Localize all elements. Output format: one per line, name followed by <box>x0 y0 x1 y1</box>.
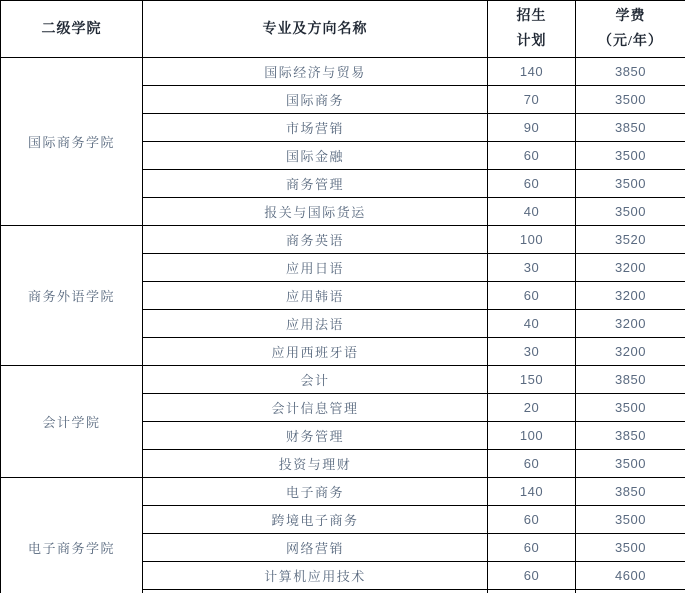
major-cell: 市场营销 <box>143 114 488 142</box>
table-row <box>1 58 685 86</box>
table-row <box>1 478 685 506</box>
plan-cell: 60 <box>488 562 576 590</box>
table-row <box>1 226 685 254</box>
fee-cell <box>576 590 685 593</box>
fee-cell: 3500 <box>576 534 685 562</box>
fee-cell: 3850 <box>576 478 685 506</box>
header-fee <box>576 1 685 58</box>
major-cell: 商务管理 <box>143 170 488 198</box>
fee-cell: 3850 <box>576 114 685 142</box>
plan-cell: 40 <box>488 198 576 226</box>
college-cell: 商务外语学院 <box>1 226 143 366</box>
fee-cell: 3500 <box>576 142 685 170</box>
plan-cell: 40 <box>488 310 576 338</box>
header-fee-line2: （元/年） <box>598 34 663 49</box>
plan-cell: 100 <box>488 226 576 254</box>
major-cell: 应用日语 <box>143 254 488 282</box>
fee-cell: 3850 <box>576 366 685 394</box>
major-cell: 跨境电子商务 <box>143 506 488 534</box>
plan-cell <box>488 590 576 593</box>
major-cell: 国际金融 <box>143 142 488 170</box>
header-plan-line1: 招生 <box>516 9 547 24</box>
major-cell: 国际经济与贸易 <box>143 58 488 86</box>
plan-cell: 30 <box>488 338 576 366</box>
plan-cell: 60 <box>488 506 576 534</box>
table-row <box>1 366 685 394</box>
college-cell: 国际商务学院 <box>1 58 143 226</box>
fee-cell: 3500 <box>576 450 685 478</box>
header-major-label: 专业及方向名称 <box>262 21 368 37</box>
major-cell: 报关与国际货运 <box>143 198 488 226</box>
header-fee-line1: 学费 <box>615 9 646 24</box>
plan-cell: 60 <box>488 282 576 310</box>
major-cell <box>143 590 488 593</box>
major-cell: 应用法语 <box>143 310 488 338</box>
college-cell: 会计学院 <box>1 366 143 478</box>
plan-cell: 150 <box>488 366 576 394</box>
major-cell: 计算机应用技术 <box>143 562 488 590</box>
major-cell: 应用西班牙语 <box>143 338 488 366</box>
major-cell: 电子商务 <box>143 478 488 506</box>
plan-cell: 60 <box>488 534 576 562</box>
fee-cell: 3200 <box>576 254 685 282</box>
major-cell: 会计信息管理 <box>143 394 488 422</box>
major-cell: 投资与理财 <box>143 450 488 478</box>
fee-cell: 3500 <box>576 394 685 422</box>
college-cell: 电子商务学院 <box>1 478 143 593</box>
fee-cell: 3200 <box>576 310 685 338</box>
major-cell: 应用韩语 <box>143 282 488 310</box>
fee-cell: 3850 <box>576 58 685 86</box>
plan-cell: 90 <box>488 114 576 142</box>
plan-cell: 140 <box>488 58 576 86</box>
header-college-label: 二级学院 <box>41 21 102 37</box>
plan-cell: 30 <box>488 254 576 282</box>
fee-cell: 3200 <box>576 282 685 310</box>
plan-cell: 60 <box>488 450 576 478</box>
fee-cell: 3520 <box>576 226 685 254</box>
header-plan <box>488 1 576 58</box>
header-major <box>143 1 488 58</box>
fee-cell: 4600 <box>576 562 685 590</box>
fee-cell: 3500 <box>576 506 685 534</box>
major-cell: 财务管理 <box>143 422 488 450</box>
major-cell: 会计 <box>143 366 488 394</box>
fee-cell: 3500 <box>576 170 685 198</box>
plan-cell: 60 <box>488 170 576 198</box>
major-cell: 国际商务 <box>143 86 488 114</box>
plan-cell: 140 <box>488 478 576 506</box>
plan-cell: 70 <box>488 86 576 114</box>
fee-cell: 3850 <box>576 422 685 450</box>
major-cell: 商务英语 <box>143 226 488 254</box>
plan-cell: 60 <box>488 142 576 170</box>
plan-cell: 100 <box>488 422 576 450</box>
header-plan-line2: 计划 <box>516 34 547 49</box>
fee-cell: 3500 <box>576 198 685 226</box>
fee-cell: 3200 <box>576 338 685 366</box>
major-cell: 网络营销 <box>143 534 488 562</box>
plan-cell: 20 <box>488 394 576 422</box>
header-college <box>1 1 143 58</box>
fee-cell: 3500 <box>576 86 685 114</box>
table-header-row <box>1 1 685 58</box>
